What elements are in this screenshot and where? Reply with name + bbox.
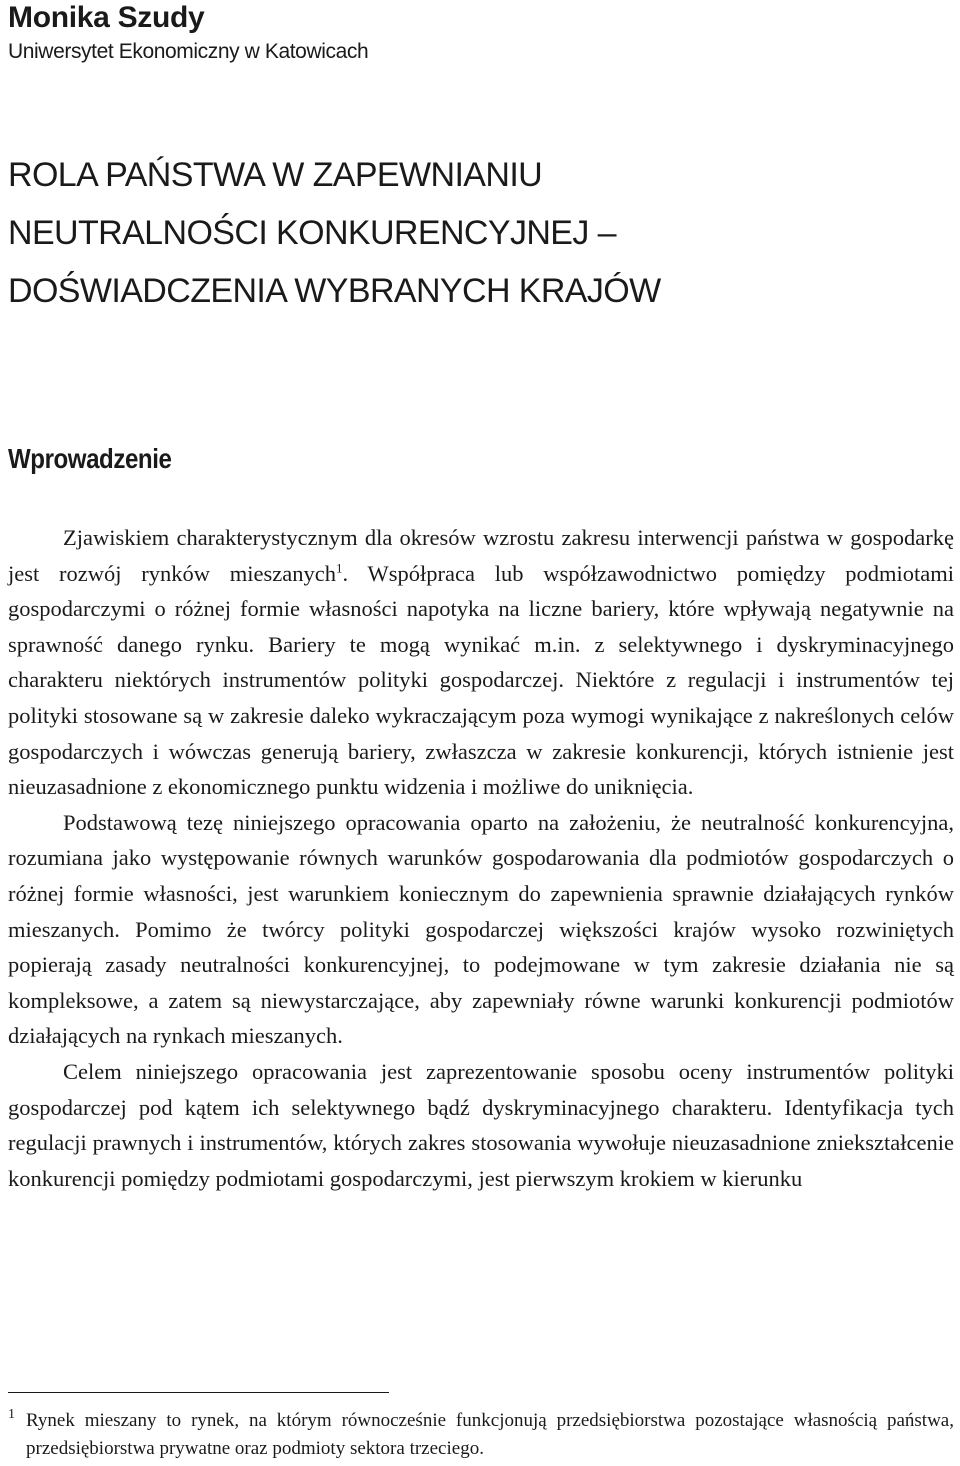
paragraph-1: [8, 520, 954, 805]
footnote: [8, 1407, 954, 1463]
paper-title: [8, 146, 661, 320]
author-block: [8, 0, 368, 66]
paragraph-2: Podstawową tezę niniejszego opracowania oparto na założeniu, że neutralność konkurencyjna, rozumiana jako występowanie równych warunków gospodarowania dla podmiotów gospodarczych o różnej formie własności, jest warunkiem koniecznym do zapewnienia sprawnie działających rynków mieszanych. Pomimo że twórcy polityki gospodarczej większości krajów wysoko rozwiniętych popierają zasady neutralności konkurencyjnej, to podejmowane w tym zakresie działania nie są kompleksowe, a zatem są niewystarczające, aby zapewniały równe warunki konkurencji podmiotów działających na rynkach mieszanych.: [8, 809, 954, 1049]
footnote-reference[interactable]: 1: [336, 560, 343, 576]
footnote-mark: 1: [8, 1407, 15, 1422]
title-line-3: DOŚWIADCZENIA WYBRANYCH KRAJÓW: [8, 272, 661, 310]
section-heading: Wprowadzenie: [8, 443, 172, 474]
paragraph-1-rest: . Współpraca lub współzawodnictwo pomiędzy podmiotami gospodarczymi o różnej formie własności napotyka na liczne bariery, które wpływają negatywnie na sprawność danego rynku. Bariery te mogą wynikać m.in. z selektywnego i dyskryminacyjnego charakteru niektórych instrumentów polityki gospodarczej. Niektóre z regulacji i instrumentów tej polityki stosowane są w zakresie daleko wykraczającym poza wymogi wynikające z nakreślonych celów gospodarczych i wówczas generują bariery, zwłaszcza w zakresie konkurencji, których istnienie jest nieuzasadnione z ekonomicznego punktu widzenia i możliwe do uniknięcia.: [8, 560, 955, 800]
title-line-2: NEUTRALNOŚCI KONKURENCYJNEJ –: [8, 214, 616, 252]
body-text: [8, 520, 954, 1196]
title-line-1: ROLA PAŃSTWA W ZAPEWNIANIU: [8, 156, 543, 194]
paragraph-3: Celem niniejszego opracowania jest zaprezentowanie sposobu oceny instrumentów polityki gospodarczej pod kątem ich selektywnego bądź dyskryminacyjnego charakteru. Identyfikacja tych regulacji prawnych i instrumentów, których zakres stosowania wywołuje nieuzasadnione zniekształcenie konkurencji pomiędzy podmiotami gospodarczymi, jest pierwszym krokiem w kierunku: [8, 1058, 954, 1191]
footnote-divider: [8, 1392, 389, 1393]
paragraph-1-start: Zjawiskiem charakterystycznym dla okresów wzrostu zakresu interwencji państwa w gospodarkę jest rozwój rynków mieszanych: [8, 525, 954, 586]
author-affiliation: Uniwersytet Ekonomiczny w Katowicach: [8, 40, 369, 63]
author-name: Monika Szudy: [8, 1, 205, 34]
footnote-text: Rynek mieszany to rynek, na którym równocześnie funkcjonują przedsiębiorstwa pozostające własnością państwa, przedsiębiorstwa prywatne oraz podmioty sektora trzeciego.: [26, 1410, 954, 1459]
